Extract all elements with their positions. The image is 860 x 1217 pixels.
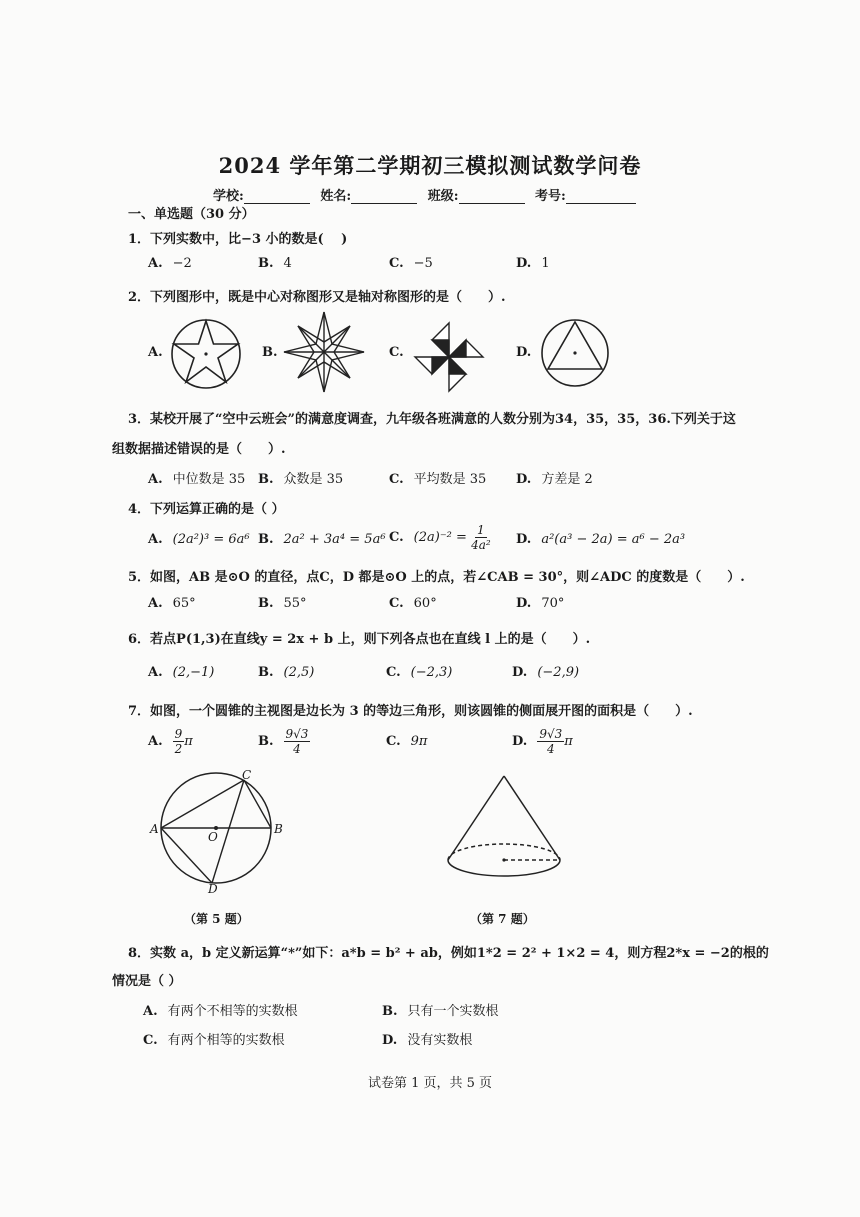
triangle-in-circle-figure (538, 316, 612, 390)
figure-7-cone-diagram (440, 770, 570, 885)
q1-option-d: D. 1 (516, 256, 550, 271)
question-8-stem-line2: 情况是（ ） (112, 974, 182, 989)
fig5-point-d: D (208, 882, 218, 896)
page-title: 2024 学年第二学期初三模拟测试数学问卷 (218, 153, 642, 178)
q1-option-b: B. 4 (258, 256, 292, 271)
q2-option-d-label: D. (516, 345, 532, 360)
compass-star-figure (282, 310, 366, 394)
school-label: 学校: (213, 189, 244, 204)
figure-7-caption: （第 7 题） (470, 912, 535, 926)
q8-option-a: A. 有两个不相等的实数根 (143, 1004, 298, 1019)
q5-option-c: C. 60° (389, 596, 437, 611)
page-footer: 试卷第 1 页，共 5 页 (367, 1076, 493, 1091)
q6-option-c: C. (−2,3) (386, 665, 453, 680)
exam-no-label: 考号: (535, 189, 566, 204)
q4-option-c: C. (2a)⁻² = $\frac{1}{\text{4a²}}$ (389, 523, 491, 552)
question-6-stem: 6．若点P(1,3)在直线y = 2x + b 上，则下列各点也在直线 l 上的是（ ）. (128, 632, 591, 647)
section-heading: 一、单选题（30 分） (128, 207, 255, 222)
q3-option-a: A. 中位数是 35 (148, 472, 246, 487)
q2-option-b-label: B. (262, 345, 278, 360)
q5-option-d: D. 70° (516, 596, 565, 611)
fig5-point-b: B (274, 822, 283, 836)
q5-option-b: B. 55° (258, 596, 307, 611)
question-1-stem: 1．下列实数中，比−3 小的数是( ) (128, 232, 348, 247)
q3-option-c: C. 平均数是 35 (389, 472, 487, 487)
pinwheel-figure (410, 318, 488, 396)
q3-option-d: D. 方差是 2 (516, 472, 593, 487)
question-5-stem: 5．如图，AB 是⊙O 的直径，点C，D 都是⊙O 上的点，若∠CAB = 30°，则∠ADC 的度数是（ ）. (128, 570, 745, 585)
q7-option-c: C. 9π (386, 734, 428, 749)
q4-option-d: D. a²(a³ − 2a) = a⁶ − 2a³ (516, 532, 686, 547)
fig5-point-c: C (242, 768, 252, 782)
q5-option-a: A. 65° (148, 596, 196, 611)
fig5-point-a: A (150, 822, 159, 836)
q6-option-a: A. (2,−1) (148, 665, 215, 680)
name-label: 姓名: (320, 189, 352, 204)
q4-option-a: A. (2a²)³ = 6a⁶ (148, 532, 250, 547)
q2-option-a-label: A. (148, 345, 163, 360)
q8-option-b: B. 只有一个实数根 (382, 1004, 499, 1019)
question-3-stem-line1: 3．某校开展了“空中云班会”的满意度调查，九年级各班满意的人数分别为34，35，35，36.下列关于这 (128, 412, 736, 427)
q3-option-b: B. 众数是 35 (258, 472, 344, 487)
q1-option-a: A. −2 (148, 256, 192, 271)
q7-option-d: D. $\frac{9√3}{4}$ π (512, 727, 573, 756)
figure-5-caption: （第 5 题） (184, 912, 249, 926)
student-info-row (213, 185, 642, 204)
q7-option-b: B. $\frac{9√3}{4}$ (258, 727, 309, 756)
question-7-stem: 7．如图，一个圆锥的主视图是边长为 3 的等边三角形，则该圆锥的侧面展开图的面积是（ ）. (128, 704, 693, 719)
q7-option-a: A. $\frac{9}{2}$ π (148, 727, 193, 756)
q8-option-c: C. 有两个相等的实数根 (143, 1033, 285, 1048)
q1-option-c: C. −5 (389, 256, 433, 271)
star-in-circle-figure (168, 316, 244, 392)
q8-option-d: D. 没有实数根 (382, 1033, 473, 1048)
question-3-stem-line2: 组数据描述错误的是（ ）. (112, 442, 286, 457)
q4-option-b: B. 2a² + 3a⁴ = 5a⁶ (258, 532, 386, 547)
q2-option-c-label: C. (389, 345, 404, 360)
question-2-stem: 2．下列图形中，既是中心对称图形又是轴对称图形的是（ ）. (128, 290, 506, 305)
q6-option-d: D. (−2,9) (512, 665, 580, 680)
question-4-stem: 4．下列运算正确的是（ ） (128, 502, 285, 517)
q6-option-b: B. (2,5) (258, 665, 315, 680)
fig5-center-o: O (208, 830, 218, 844)
class-label: 班级: (427, 189, 459, 204)
question-8-stem-line1: 8．实数 a，b 定义新运算“*”如下：a*b = b² + ab，例如1*2 = 2² + 1×2 = 4，则方程2*x = −2的根的 (128, 946, 769, 961)
